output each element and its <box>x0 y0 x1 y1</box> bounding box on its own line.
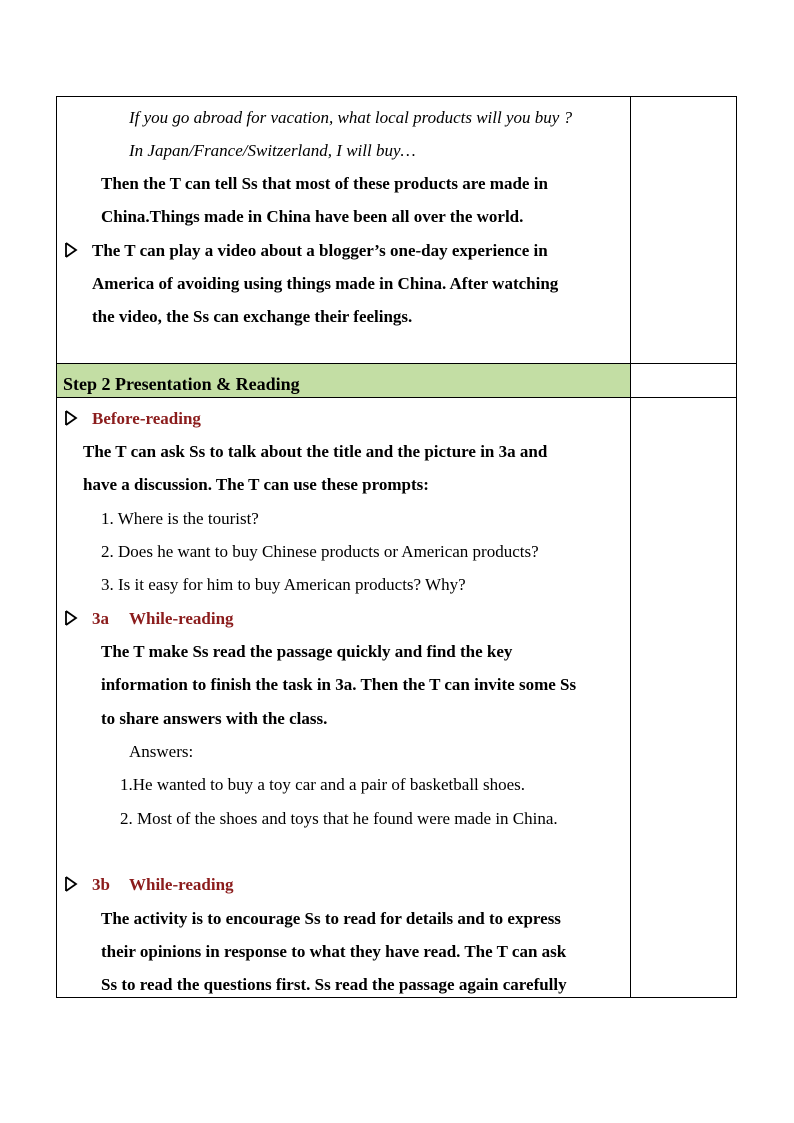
body-text: information to finish the task in 3a. Then the T can invite some Ss <box>101 675 577 694</box>
body-text: their opinions in response to what they have read. The T can ask <box>101 942 567 961</box>
section-title: Before-reading <box>92 409 201 428</box>
step-header: Step 2 Presentation & Reading <box>63 374 300 394</box>
column-divider <box>630 97 631 997</box>
body-text: America of avoiding using things made in China. After watching <box>92 274 559 293</box>
prompt-item: 3. Is it easy for him to buy American products? Why? <box>101 575 466 594</box>
body-text: Ss to read the questions first. Ss read the passage again carefully <box>101 975 567 994</box>
answer-item: 2. Most of the shoes and toys that he found were made in China. <box>120 809 558 828</box>
body-text: The activity is to encourage Ss to read for details and to express <box>101 909 561 928</box>
bullet-arrow-icon <box>64 410 78 426</box>
section-title: While-reading <box>129 609 234 628</box>
section-tag: 3a <box>92 609 109 628</box>
body-text: The T make Ss read the passage quickly and find the key <box>101 642 513 661</box>
prompt-item: 2. Does he want to buy Chinese products or American products? <box>101 542 539 561</box>
body-text: have a discussion. The T can use these prompts: <box>83 475 429 494</box>
answer-item: 1.He wanted to buy a toy car and a pair of basketball shoes. <box>120 775 526 794</box>
question-line: If you go abroad for vacation, what local products will you buy ? <box>129 108 573 127</box>
body-text: to share answers with the class. <box>101 709 328 728</box>
bullet-arrow-icon <box>64 610 78 626</box>
body-text: The T can play a video about a blogger’s one-day experience in <box>92 241 548 260</box>
answer-line: In Japan/France/Switzerland, I will buy… <box>129 141 416 160</box>
bullet-arrow-icon <box>64 242 78 258</box>
answers-label: Answers: <box>129 742 194 761</box>
section-title: While-reading <box>129 875 234 894</box>
body-text: Then the T can tell Ss that most of these products are made in <box>101 174 548 193</box>
bullet-arrow-icon <box>64 876 78 892</box>
body-text: China.Things made in China have been all over the world. <box>101 207 524 226</box>
body-text: the video, the Ss can exchange their feelings. <box>92 307 413 326</box>
row-divider <box>57 397 736 398</box>
body-text: The T can ask Ss to talk about the title and the picture in 3a and <box>83 442 548 461</box>
prompt-item: 1. Where is the tourist? <box>101 509 259 528</box>
section-tag: 3b <box>92 875 110 894</box>
